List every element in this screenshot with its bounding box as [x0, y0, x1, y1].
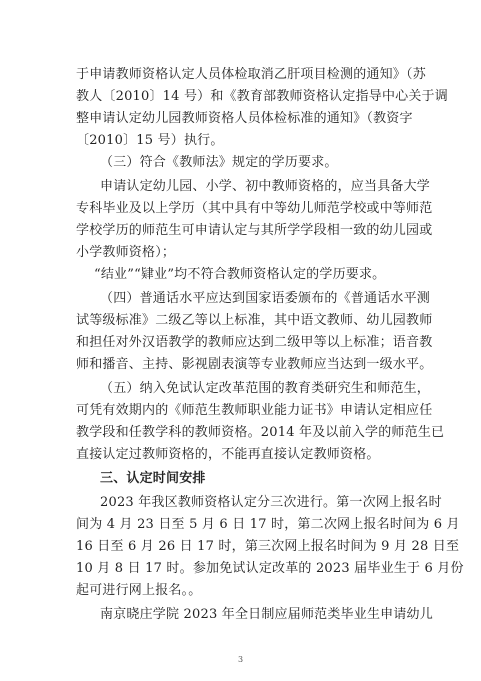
item-4-line-1: （四）普通话水平应达到国家语委颁布的《普通话水平测: [100, 291, 431, 306]
item-4-line-3: 和担任对外汉语教学的教师应达到二级甲等以上标准；语音教: [76, 335, 433, 350]
paragraph-4-line-3: 16 日至 6 月 26 日 17 时，第三次网上报名时间为 9 月 28 日至: [76, 539, 460, 554]
paragraph-1-line-3: 整申请认定幼儿园教师资格人员体检标准的通知》（教资字: [76, 111, 413, 126]
paragraph-1-line-4: 〔2010〕15 号）执行。: [76, 133, 224, 148]
item-5-line-4: 直接认定过教师资格的，不能再直接认定教师资格。: [76, 447, 380, 462]
paragraph-5: 南京晓庄学院 2023 年全日制应届师范类毕业生申请幼儿: [100, 607, 433, 622]
item-5-line-3: 教学段和任教学科的教师资格。2014 年及以前入学的师范生已: [76, 425, 445, 440]
paragraph-4-line-4: 10 月 8 日 17 时。参加免试认定改革的 2023 届毕业生于 6 月份: [76, 561, 464, 576]
item-3-title: （三）符合《教师法》规定的学历要求。: [100, 155, 338, 170]
page-number: 3: [237, 655, 244, 664]
item-5-line-1: （五）纳入免试认定改革范围的教育类研究生和师范生，: [100, 381, 431, 396]
paragraph-2-line-2: 专科毕业及以上学历（其中具有中等幼儿师范学校或中等师范: [76, 201, 433, 216]
item-4-line-4: 师和播音、主持、影视剧表演等专业教师应当达到一级水平。: [76, 357, 433, 372]
paragraph-4-line-2: 间为 4 月 23 日至 5 月 6 日 17 时，第二次网上报名时间为 6 月: [76, 517, 460, 532]
paragraph-4-line-5: 起可进行网上报名。。: [76, 583, 202, 598]
paragraph-2-line-4: 小学教师资格）；: [76, 245, 176, 260]
paragraph-3: “结业”“肄业”均不符合教师资格认定的学历要求。: [94, 267, 386, 282]
section-3-heading: 三、认定时间安排: [100, 471, 206, 486]
paragraph-4-line-1: 2023 年我区教师资格认定分三次进行。第一次网上报名时: [100, 495, 442, 510]
paragraph-2-line-3: 学校学历的师范生可申请认定与其所学学段相一致的幼儿园或: [76, 223, 433, 238]
paragraph-1-line-1: 于申请教师资格认定人员体检取消乙肝项目检测的通知》（苏: [76, 67, 426, 82]
paragraph-2-line-1: 申请认定幼儿园、小学、初中教师资格的，应当具备大学: [100, 179, 431, 194]
paragraph-1-line-2: 教人〔2010〕14 号）和《教育部教师资格认定指导中心关于调: [76, 89, 448, 104]
item-4-line-2: 试等级标准》二级乙等以上标准，其中语文教师、幼儿园教师: [76, 313, 433, 328]
item-5-line-2: 可凭有效期内的《师范生教师职业能力证书》申请认定相应任: [76, 403, 433, 418]
